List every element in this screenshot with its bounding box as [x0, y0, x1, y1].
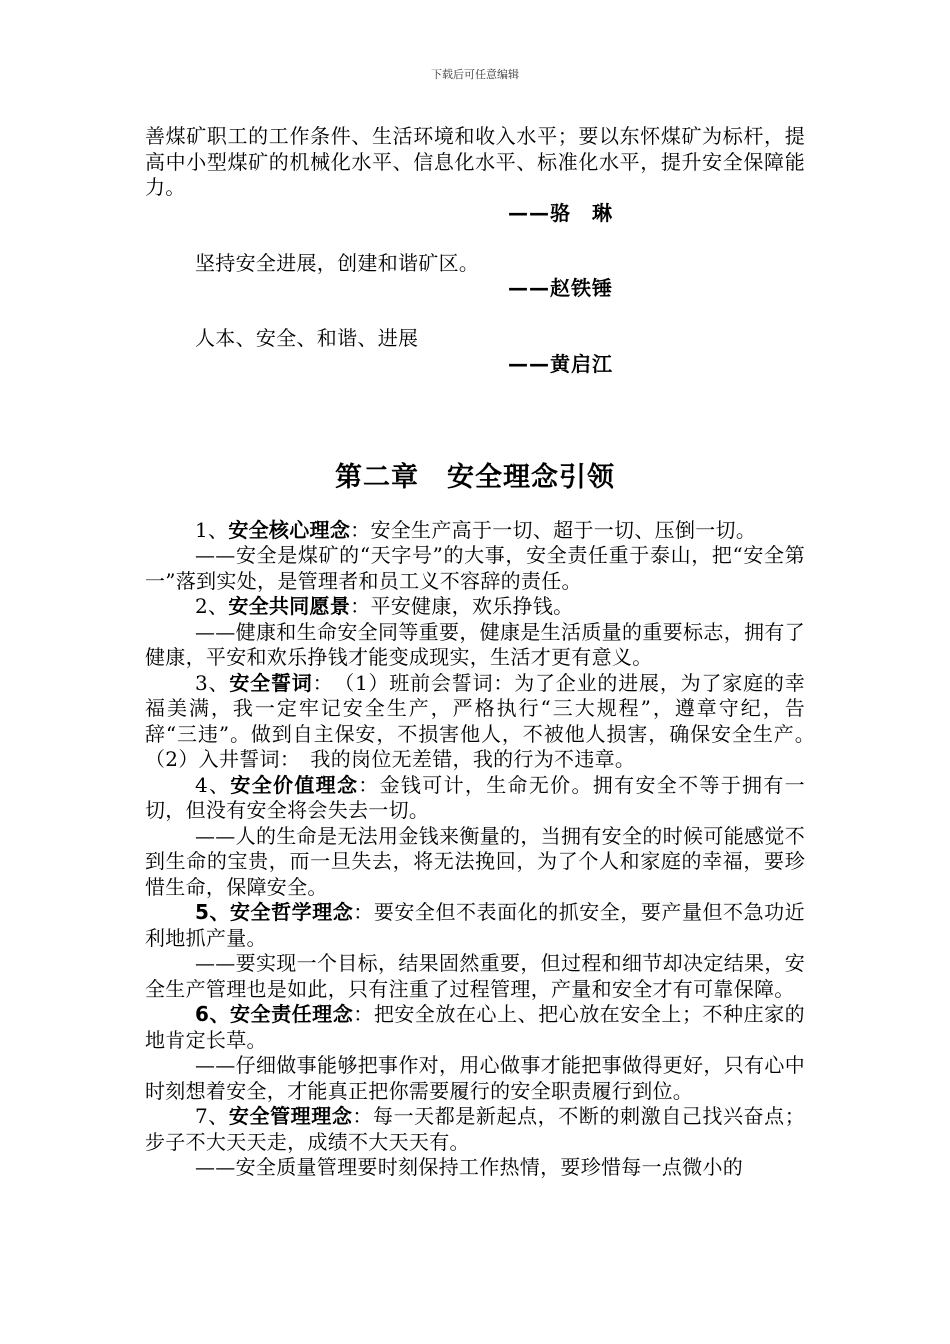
item-text: ：要安全但不表面化的抓安全，要产量但不急功近利地抓产量。: [145, 900, 805, 950]
item-number: 7、: [195, 1104, 229, 1128]
signature-luo-lin: ——骆 琳: [508, 200, 613, 225]
item-text: ：安全生产高于一切、超于一切、压倒一切。: [350, 517, 757, 542]
item-note: ——仔细做事能够把事作对，用心做事才能把事做得更好，只有心中时刻想着安全，才能真正把你需要履行的安全职责履行到位。: [145, 1053, 805, 1103]
item-7: [145, 1104, 805, 1181]
item-number: 4、: [195, 772, 231, 797]
item-number: 6、: [195, 1002, 231, 1026]
item-number: 1、: [195, 517, 229, 542]
item-text: ：平安健康，欢乐挣钱。: [350, 594, 574, 618]
signature-zhao-tiechui: ——赵铁锤: [508, 276, 613, 300]
item-title: 安全哲学理念: [230, 900, 354, 924]
item-5: [145, 900, 805, 1002]
signature-huang-qijiang: ——黄启江: [508, 351, 613, 376]
page-header-note: 下载后可任意编辑: [431, 68, 519, 81]
item-2: [145, 594, 805, 671]
item-text: ：每一天都是新起点，不断的刺激自己找兴奋点；步子不大天天走，成绩不大天天有。: [145, 1104, 805, 1154]
item-number: 5、: [195, 900, 231, 924]
item-text: ：把安全放在心上、把心放在安全上；不种庄家的地肯定长草。: [145, 1002, 805, 1052]
item-text: ： （1）班前会誓词：为了企业的进展，为了家庭的幸福美满，我一定牢记安全生产，严格执行“三大规程”，遵章守纪，告辞“三违”。做到自主保安，不损害他人，不被他人损害，确保安全生产。 （2）入井誓词： 我的岗位无差错，我的行为不违章。: [145, 670, 826, 771]
item-note: ——要实现一个目标，结果固然重要，但过程和细节却决定结果，安全生产管理也是如此，只有注重了过程管理，产量和安全才有可靠保障。: [145, 951, 805, 1001]
chapter-title: 第二章 安全理念引领: [335, 461, 615, 493]
item-note: ——健康和生命安全同等重要，健康是生活质量的重要标志，拥有了健康，平安和欢乐挣钱才能变成现实，生活才更有意义。: [145, 619, 805, 669]
item-note: ——安全是煤矿的“天字号”的大事，安全责任重于泰山，把“安全第一”落到实处，是管理者和员工义不容辞的责任。: [145, 543, 805, 593]
item-note: ——人的生命是无法用金钱来衡量的，当拥有安全的时候可能感觉不到生命的宝贵，而一旦失去，将无法挽回，为了个人和家庭的幸福，要珍惜生命，保障安全。: [145, 823, 805, 899]
quote-text: 人本、安全、和谐、进展: [195, 326, 419, 350]
item-title: 安全管理理念: [228, 1104, 353, 1128]
item-title: 安全共同愿景: [228, 594, 351, 618]
item-number: 2、: [195, 594, 229, 618]
intro-paragraph: 善煤矿职工的工作条件、生活环境和收入水平；要以东怀煤矿为标杆，提高中小型煤矿的机械化水平、信息化水平、标准化水平，提升安全保障能力。: [145, 124, 805, 199]
document-body: [145, 124, 826, 1181]
item-6: [145, 1002, 805, 1104]
item-title: 安全核心理念: [228, 517, 351, 542]
item-title: 安全责任理念: [230, 1002, 354, 1026]
item-4: [145, 773, 805, 901]
item-title: 安全誓词: [229, 670, 313, 695]
item-1: [145, 518, 805, 595]
item-note: ——安全质量管理要时刻保持工作热情，要珍惜每一点微小的: [195, 1155, 744, 1179]
item-3: [145, 670, 826, 773]
item-title: 安全价值理念: [230, 772, 359, 797]
quote-text: 坚持安全进展，创建和谐矿区。: [195, 250, 480, 275]
item-number: 3、: [195, 670, 230, 695]
item-text: ：金钱可计，生命无价。拥有安全不等于拥有一切，但没有安全将会失去一切。: [145, 772, 805, 822]
